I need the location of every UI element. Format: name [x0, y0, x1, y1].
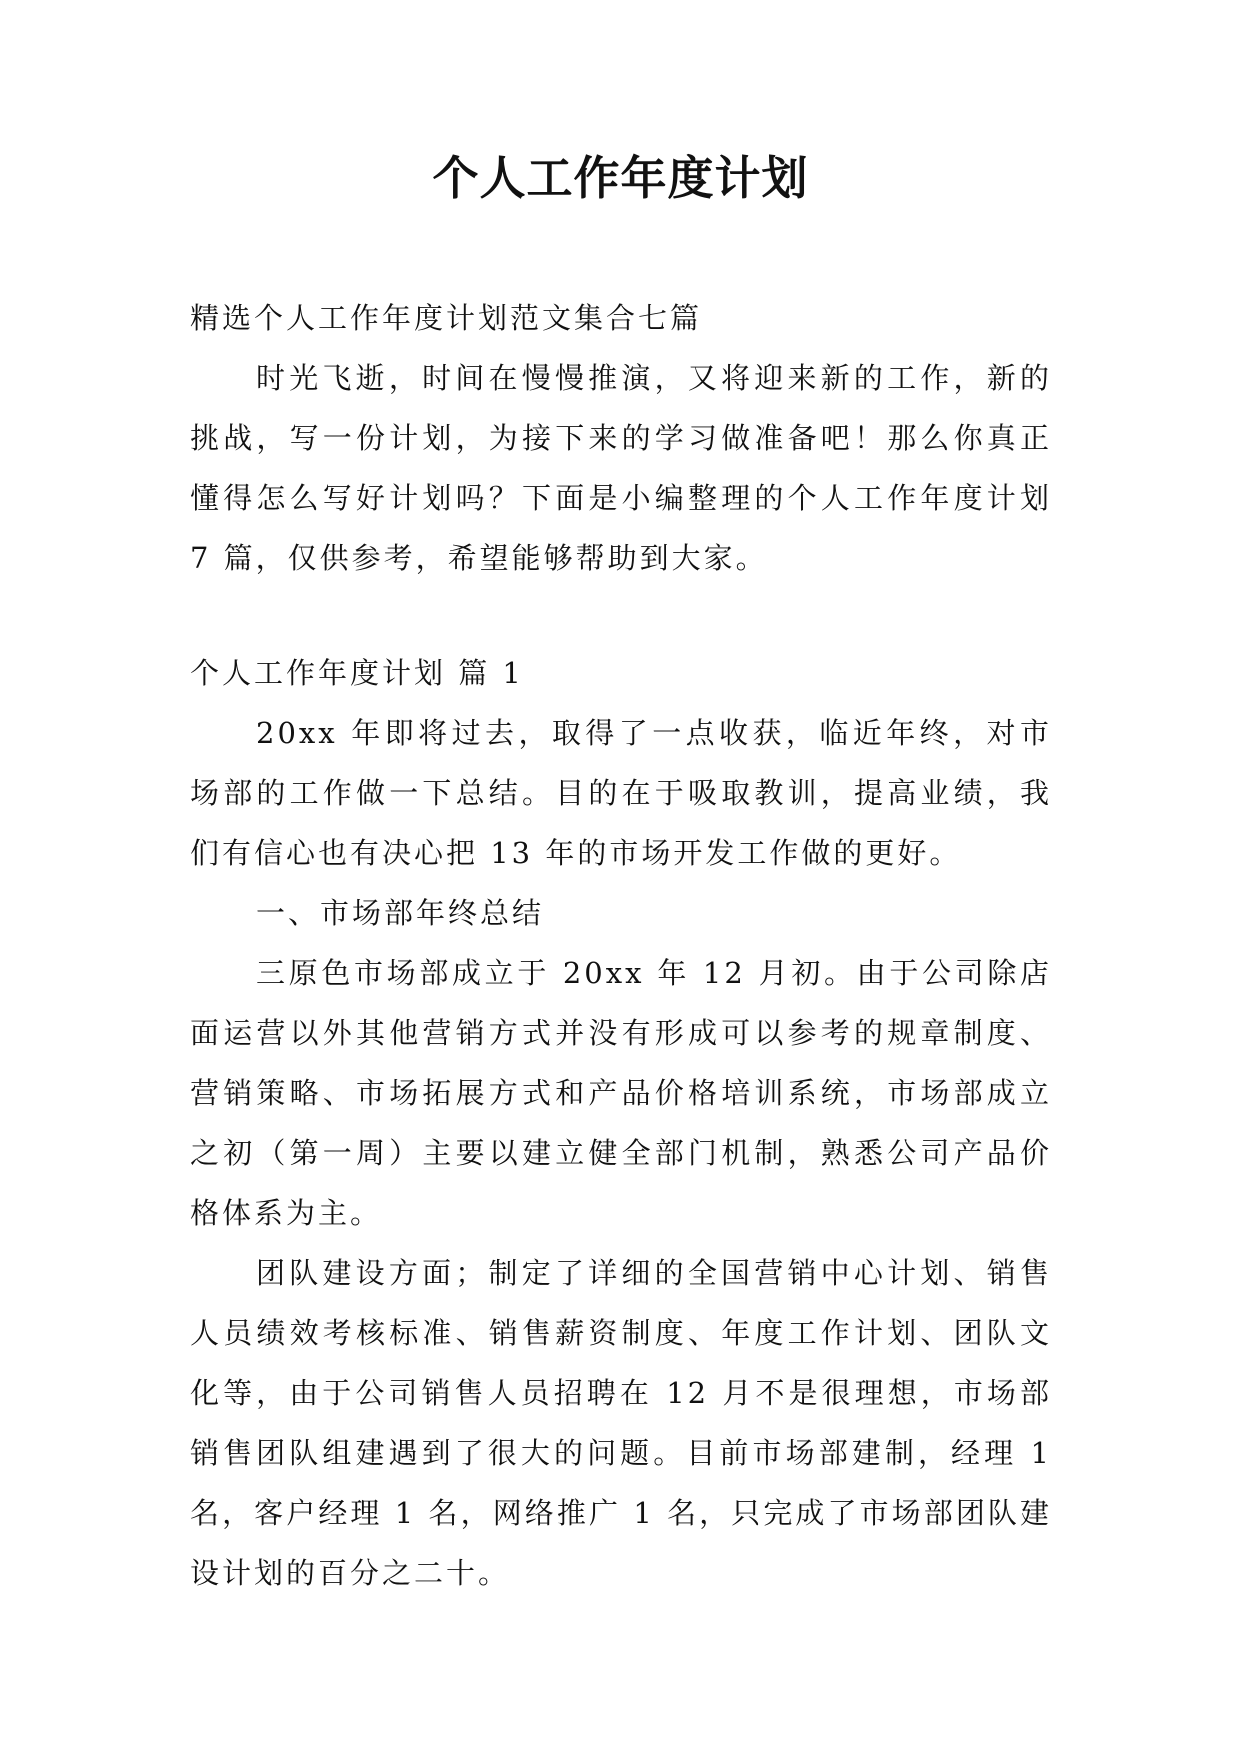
document-body [190, 288, 1052, 1603]
section-heading: 个人工作年度计划 篇 1 [190, 656, 524, 690]
paragraph: 20xx 年即将过去，取得了一点收获，临近年终，对市场部的工作做一下总结。目的在于吸取教训，提高业绩，我们有信心也有决心把 13 年的市场开发工作做的更好。 [190, 716, 1052, 870]
intro-paragraph: 时光飞逝，时间在慢慢推演，又将迎来新的工作，新的挑战，写一份计划，为接下来的学习做准备吧！那么你真正懂得怎么写好计划吗？下面是小编整理的个人工作年度计划 7 篇，仅供参考，希望能够帮助到大家。 [190, 361, 1052, 575]
document-title: 个人工作年度计划 [432, 151, 809, 205]
subtitle: 精选个人工作年度计划范文集合七篇 [190, 301, 703, 335]
sub-heading: 一、市场部年终总结 [256, 896, 545, 930]
paragraph: 团队建设方面；制定了详细的全国营销中心计划、销售人员绩效考核标准、销售薪资制度、年度工作计划、团队文化等，由于公司销售人员招聘在 12 月不是很理想，市场部销售团队组建遇到了很大的问题。目前市场部建制，经理 1 名，客户经理 1 名，网络推广 1 名，只完成了市场部团队建设计划的百分之二十。 [190, 1256, 1052, 1590]
paragraph: 三原色市场部成立于 20xx 年 12 月初。由于公司除店面运营以外其他营销方式并没有形成可以参考的规章制度、营销策略、市场拓展方式和产品价格培训系统，市场部成立之初（第一周）主要以建立健全部门机制，熟悉公司产品价格体系为主。 [190, 956, 1052, 1230]
